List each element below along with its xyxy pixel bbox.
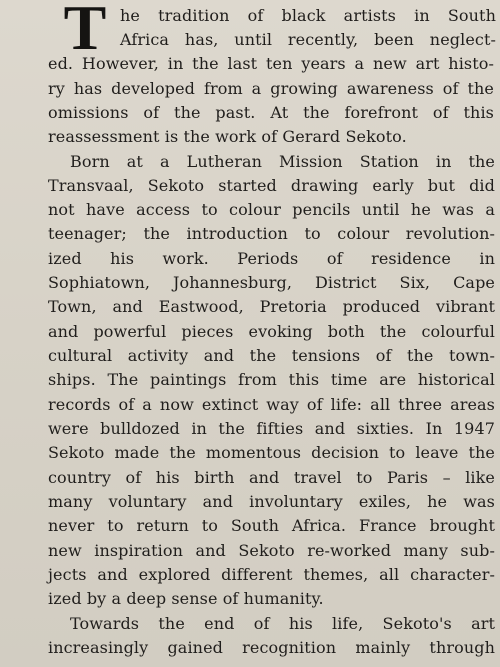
text-line: teenager; the introduction to colour revolution- xyxy=(48,224,495,243)
text-line: were bulldozed in the fifties and sixties. In 1947 xyxy=(48,419,495,438)
text-line: and powerful pieces evoking both the colourful xyxy=(48,322,495,341)
text-line: ed. However, in the last ten years a new art histo- xyxy=(48,54,494,73)
text-line: records of a now extinct way of life: all three areas xyxy=(48,395,495,414)
text-line: many voluntary and involuntary exiles, he was xyxy=(48,492,495,511)
drop-cap: T xyxy=(63,6,107,50)
text-line: omissions of the past. At the forefront of this xyxy=(48,103,494,122)
text-line: ized by a deep sense of humanity. xyxy=(48,589,324,608)
text-line: Transvaal, Sekoto started drawing early but did xyxy=(48,176,495,195)
text-line: not have access to colour pencils until he was a xyxy=(48,200,495,219)
text-line: ry has developed from a growing awareness of the xyxy=(48,79,494,98)
text-line: new inspiration and Sekoto re-worked many sub- xyxy=(48,541,495,560)
text-line: Town, and Eastwood, Pretoria produced vibrant xyxy=(48,297,495,316)
text-line: Towards the end of his life, Sekoto's art xyxy=(70,614,495,633)
text-line: ships. The paintings from this time are historical xyxy=(48,370,495,389)
text-line: increasingly gained recognition mainly through xyxy=(48,638,495,657)
text-line: Born at a Lutheran Mission Station in the xyxy=(70,152,495,171)
text-line: reassessment is the work of Gerard Sekoto. xyxy=(48,127,407,146)
text-line: Sekoto made the momentous decision to leave the xyxy=(48,443,495,462)
text-line: Sophiatown, Johannesburg, District Six, Cape xyxy=(48,273,495,292)
text-line: country of his birth and travel to Paris – like xyxy=(48,468,495,487)
text-line: ized his work. Periods of residence in xyxy=(48,249,495,268)
text-line: jects and explored different themes, all character- xyxy=(48,565,495,584)
text-line: he tradition of black artists in South xyxy=(120,6,496,25)
text-line: never to return to South Africa. France brought xyxy=(48,516,495,535)
text-line: cultural activity and the tensions of the town- xyxy=(48,346,495,365)
text-line: Africa has, until recently, been neglect- xyxy=(120,30,496,49)
